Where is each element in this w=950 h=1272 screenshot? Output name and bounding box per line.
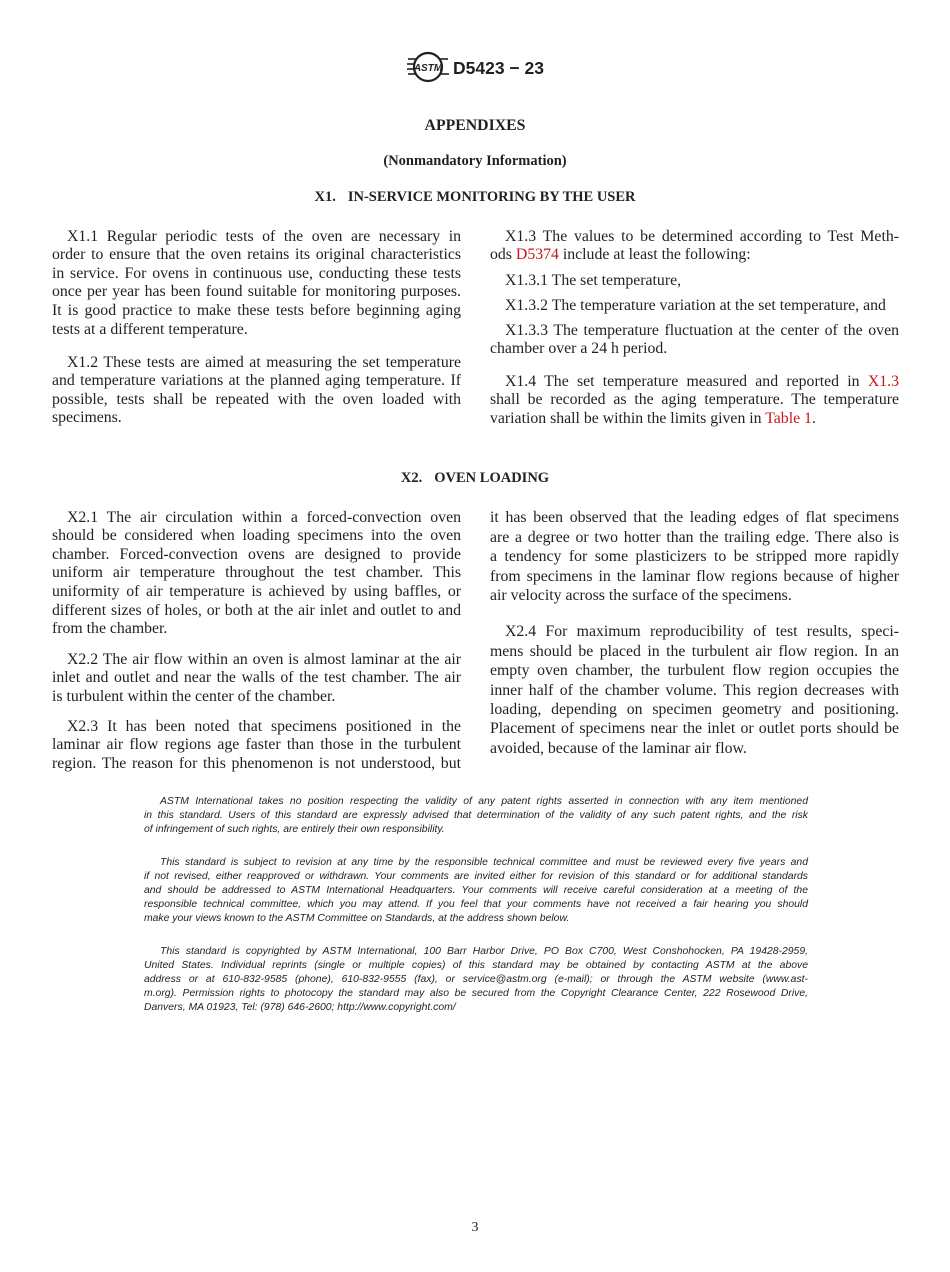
- appendixes-title: APPENDIXES: [424, 117, 526, 134]
- text-line: different sizes of holes, or both at the air inlet and outlet to and: [52, 601, 461, 619]
- text-line: in this standard. Users of this standard are expressly advised that determination of the validity of any such patent rights, and the risk: [144, 810, 808, 821]
- section-heading-x1: [0, 188, 950, 206]
- text-line: is turbulent within the center of the chamber.: [52, 687, 336, 705]
- text-line: loading, depending on specimen geometry and positioning.: [490, 700, 899, 718]
- section-title: IN-SERVICE MONITORING BY THE USER: [347, 189, 636, 205]
- astm-logo: [406, 49, 450, 85]
- section-title: OVEN LOADING: [434, 470, 550, 486]
- text-segment: include at least the following:: [558, 246, 751, 264]
- text-line: responsible technical committee, which you may attend. If you feel that your comments have not received a fair hearing you should: [144, 899, 808, 910]
- text-line: and temperature variations at the planned aging temperature. If: [52, 372, 461, 390]
- paragraph-x2-3-continued: [490, 508, 899, 605]
- text-line: of infringement of such rights, are entirely their own responsibility.: [144, 824, 445, 835]
- text-line: [490, 410, 899, 429]
- text-line: [490, 246, 899, 265]
- text-segment: X1.4 The set temperature measured and reported in: [505, 372, 868, 390]
- text-line: uniform air temperature throughout the test chamber. This: [52, 564, 461, 582]
- text-line: air velocity across the surface of the specimens.: [490, 586, 792, 604]
- page-number: 3: [471, 1220, 479, 1235]
- paragraph-x1-3-3: [490, 322, 899, 359]
- text-line: specimens.: [52, 409, 122, 427]
- text-line: once per year has been found suitable for monitoring purposes.: [52, 283, 461, 301]
- text-line: and should be addressed to ASTM International Headquarters. Your comments will receive careful consideration at a meeting of the: [144, 885, 808, 896]
- text-line: region. The reason for this phenomenon is not understood, but: [52, 754, 461, 772]
- paragraph-x1-4: [490, 373, 899, 429]
- text-line: make your views known to the ASTM Committee on Standards, at the address shown below.: [144, 913, 570, 924]
- text-line: m.org). Permission rights to photocopy the standard may also be secured from the Copyright Clearance Center, 222 Rosewood Drive,: [144, 988, 808, 999]
- astm-logo-text: ASTM: [413, 63, 443, 74]
- text-line: from specimens in the laminar flow regions because of higher: [490, 567, 899, 585]
- text-line: should be considered when loading specimens into the oven: [52, 527, 461, 545]
- text-line: inlet and outlet and near the walls of the test chamber. The air: [52, 669, 461, 687]
- text-line: are a degree or two hotter than the trailing edge. There also is: [490, 528, 899, 546]
- ref-link-x1-3[interactable]: X1.3: [867, 372, 899, 390]
- text-line: ASTM International takes no position respecting the validity of any patent rights asserted in connection with any item mentioned: [160, 796, 808, 807]
- text-line: X2.2 The air flow within an oven is almost laminar at the air: [67, 650, 461, 668]
- text-line: laminar air flow regions age faster than those in the turbulent: [52, 736, 461, 754]
- nonmandatory-note: (Nonmandatory Information): [383, 153, 567, 169]
- text-line: X1.3.3 The temperature fluctuation at the center of the oven: [505, 321, 899, 339]
- text-line: inner half of the chamber volume. This region decreases with: [490, 681, 899, 699]
- text-line: empty oven chamber, the turbulent flow region occupies the: [490, 662, 899, 680]
- text-line: X1.1 Regular periodic tests of the oven are necessary in: [67, 227, 461, 245]
- paragraph-x1-2: [52, 354, 461, 428]
- text-line: X1.3.1 The set temperature,: [505, 271, 682, 289]
- text-line: it has been observed that the leading edges of flat specimens: [490, 509, 899, 527]
- text-segment: .: [811, 409, 816, 427]
- text-line: Placement of specimens near the inlet or outlet ports should be: [490, 720, 899, 738]
- text-line: address or at 610-832-9585 (phone), 610-832-9555 (fax), or service@astm.org (e-mail); or through the ASTM website (www.ast-: [144, 974, 808, 985]
- text-line: X1.3.2 The temperature variation at the set temperature, and: [505, 296, 886, 314]
- revision-notice: [144, 856, 808, 926]
- text-line: X2.1 The air circulation within a forced-convection oven: [67, 508, 461, 526]
- text-line: This standard is subject to revision at any time by the responsible technical committee and must be reviewed every five years and: [160, 857, 808, 868]
- text-line: a tendency for some plasticizers to be stripped more rapidly: [490, 548, 899, 566]
- text-line: chamber. Forced-convection ovens are designed to provide: [52, 545, 461, 563]
- paragraph-x2-1: [52, 509, 461, 639]
- paragraph-x1-3: [490, 228, 899, 265]
- text-line: Danvers, MA 01923, Tel: (978) 646-2600; http://www.copyright.com/: [144, 1002, 456, 1013]
- text-line: United States. Individual reprints (single or multiple copies) of this standard may be obtained by contacting ASTM at the above: [144, 960, 808, 971]
- text-line: mens should be placed in the turbulent air flow region. In an: [490, 642, 899, 660]
- text-line: if not revised, either reapproved or withdrawn. Your comments are invited either for revision of this standard or for additional standards: [144, 871, 808, 882]
- text-line: from the chamber.: [52, 620, 168, 638]
- section-number: X1.: [314, 189, 336, 205]
- text-line: X1.3 The values to be determined according to Test Meth-: [505, 227, 899, 245]
- paragraph-x2-4: [490, 622, 899, 758]
- text-line: chamber over a 24 h period.: [490, 340, 668, 358]
- text-line: avoided, because of the laminar air flow.: [490, 739, 747, 757]
- text-line: [490, 373, 899, 392]
- text-line: shall be recorded as the aging temperature. The temperature: [490, 391, 899, 409]
- text-line: X2.3 It has been noted that specimens positioned in the: [67, 717, 461, 735]
- section-heading-x2: [0, 469, 950, 487]
- ref-link-d5374[interactable]: D5374: [515, 246, 559, 264]
- section-number: X2.: [400, 470, 423, 486]
- paragraph-x1-1: [52, 228, 461, 340]
- text-line: tests at a different temperature.: [52, 320, 248, 338]
- patent-notice: [144, 795, 808, 837]
- paragraph-x1-3-2: [490, 297, 899, 316]
- text-segment: variation shall be within the limits given in: [490, 409, 766, 427]
- copyright-notice: [144, 945, 808, 1015]
- text-line: It is good practice to make these tests before beginning aging: [52, 302, 461, 320]
- text-line: X1.2 These tests are aimed at measuring the set temperature: [67, 353, 461, 371]
- paragraph-x2-2: [52, 651, 461, 707]
- text-line: uniformity of air temperature is achieved by using baffles, or: [52, 583, 461, 601]
- text-segment: ods: [490, 246, 516, 264]
- standard-designation: D5423 − 23: [453, 58, 544, 78]
- paragraph-x1-3-1: [490, 272, 899, 291]
- text-line: This standard is copyrighted by ASTM International, 100 Barr Harbor Drive, PO Box C700, West Conshohocken, PA 19428-2959,: [160, 946, 808, 957]
- paragraph-x2-3: [52, 718, 461, 774]
- text-line: possible, tests shall be repeated with the oven loaded with: [52, 390, 461, 408]
- text-line: in service. For ovens in continuous use, conducting these tests: [52, 264, 461, 282]
- text-line: X2.4 For maximum reproducibility of test results, speci-: [505, 623, 899, 641]
- text-line: order to ensure that the oven retains its original characteristics: [52, 246, 461, 264]
- ref-link-table-1[interactable]: Table 1: [765, 409, 812, 427]
